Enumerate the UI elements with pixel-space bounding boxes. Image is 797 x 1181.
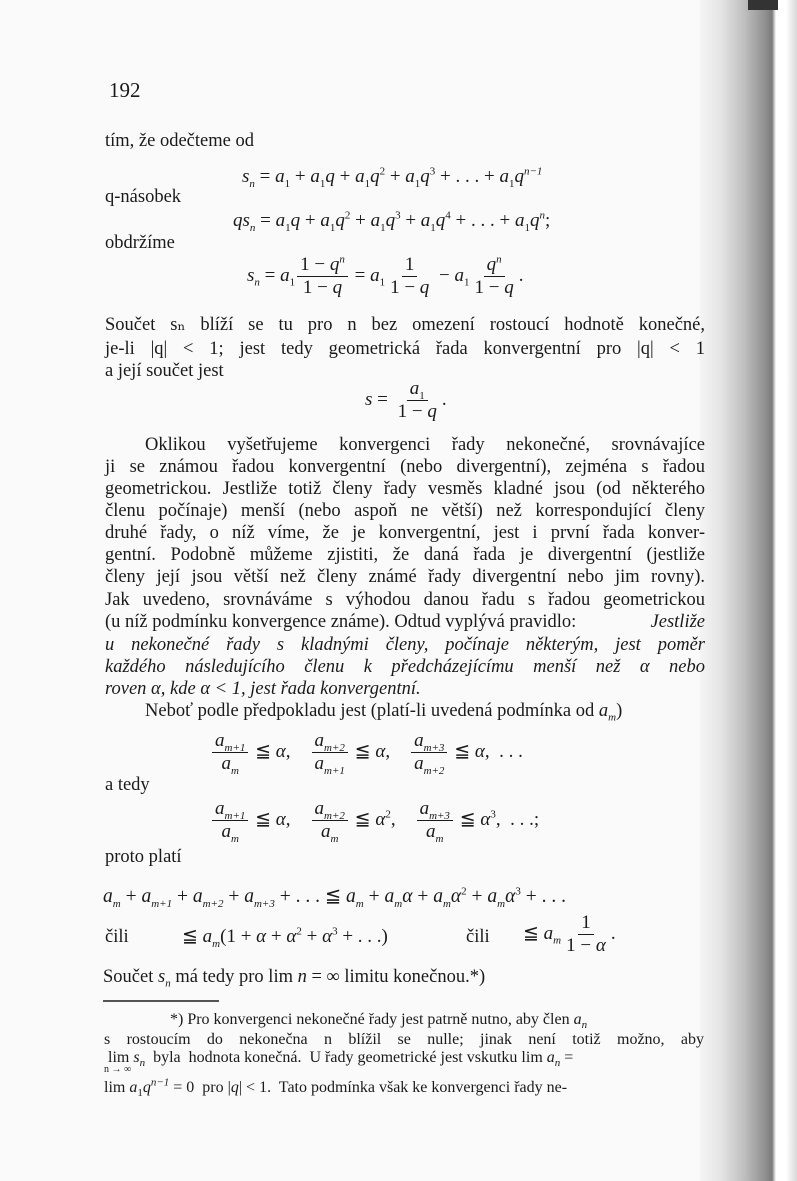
paragraph-line: Jak uvedeno, srovnáváme s výhodou danou řadu s řadou geometrickou [105,590,705,610]
paragraph-line: a její součet jest [105,361,224,381]
rule-italic-line: každého následujícího členu k předcházejícímu menší než α nebo [105,657,705,677]
paragraph-line: Oklikou vyšetřujeme konvergenci řady nekonečné, srovnávajíce [145,435,705,455]
footnote-separator [103,1000,219,1002]
equation-ratios-alpha: $\frac{a_{m+1}}{a_m}$ ≦ α, $\frac{a_{m+2}}{a_{m+1}}$ ≦ α, $\frac{a_{m+3}}{a_{m+2}}$ ≦ α, . . . [210,730,523,775]
page-number: 192 [109,78,141,102]
equation-s-sum: s = $\frac{a_1}{1 - q}$ . [365,378,447,422]
footnote-line: s rostoucím do nekonečna n blížil se nulle; jinak není totiž možno, aby [104,1031,704,1048]
paragraph-line: je-li |q| < 1; jest tedy geometrická řada konvergentní pro |q| < 1 [105,339,705,359]
equation-qsn: $qs_n = a_1q + a_1q^2 + a_1q^3 + a_1q^4$ + . . . + $a_1q^n$; [233,209,551,234]
text-line: tím, že odečteme od [105,131,254,151]
footnote-line: *) Pro konvergenci nekonečné řady jest patrně nutno, aby člen $a_n$ [170,1011,588,1032]
text-line: q-násobek [105,187,182,207]
footnote-line: $\lim a_1q^{n-1} = 0$ pro |q| < 1. Tato podmínka však ke konvergenci řady ne- [104,1076,568,1100]
text-line: proto platí [105,847,182,867]
paragraph-line: Součet $s_n$ má tedy pro lim n = ∞ limitu konečnou.*) [103,967,486,990]
equation-series-inequality: $a_m + a_{m+1} + a_{m+2} + a_{m+3}$ + . . . ≦ $a_m + a_m\alpha + a_m\alpha^2 + a_m\alpha^3$ + . . . [103,885,566,910]
paragraph-line: členu počínaje) menší (nebo aspoň ne větší) než korrespondující členy [105,501,705,521]
rule-italic-line: roven α, kde α < 1, jest řada konvergentní. [105,679,421,699]
paragraph-line: geometrickou. Jestliže totiž členy řady vesměs kladné jsou (od některého [105,479,705,499]
text-line: čili [105,927,129,947]
paragraph-line: Součet sₙ blíží se tu pro n bez omezení rostoucí hodnotě konečné, [105,315,705,335]
rule-italic-line: u nekonečné řady s kladnými členy, počínaje některým, jest poměr [105,635,705,655]
text-line: a tedy [105,775,150,795]
paragraph-line: (u níž podmínku konvergence známe). Odtud vyplývá pravidlo: Jestliže [105,612,705,632]
equation-geometric-bound: ≦ $a_m(1 + \alpha + \alpha^2 + \alpha^3$ + . . .) [182,925,388,950]
paragraph-line: gentní. Podobně můžeme zjistiti, že daná řada je divergentní (jestliže [105,545,705,565]
paragraph-line: členy její jsou větší než členy známé řady divergentní nebo jim rovny). [105,567,705,587]
equation-closed-bound: ≦ $a_m$ $\frac{1}{1 - \alpha}$ . [523,912,616,956]
paragraph-line: ji se známou řadou konvergentní (nebo divergentní), zejména s řadou [105,457,705,477]
text-line: obdržíme [105,233,175,253]
paragraph-line: Neboť podle předpokladu jest (platí-li uvedená podmínka od $a_m$) [145,701,623,724]
text-line: čili [466,927,490,947]
footnote-limit-subscript: n → ∞ [104,1064,132,1075]
equation-sn-closed-form: $s_n = a_1$ $\frac{1 - q^n}{1 - q}$ = $a_1$ $\frac{1}{1 - q}$ − $a_1$ $\frac{q^n}{1 - q}$ . [247,253,524,298]
paragraph-line: druhé řady, o níž víme, že je konvergentní, jest i první řada konver- [105,523,705,543]
footnote-line: $\lim s_n$ byla hodnota konečná. U řady geometrické jest vskutku $\lim a_n$ = [108,1049,574,1070]
equation-ratios-powers: $\frac{a_{m+1}}{a_m}$ ≦ α, $\frac{a_{m+2}}{a_m}$ ≦ $\alpha^2$, $\frac{a_{m+3}}{a_m}$ ≦ $\alpha^3$, . . .; [210,798,539,843]
equation-sn: $s_n = a_1 + a_1q + a_1q^2 + a_1q^3$ + . . . + $a_1q^{n-1}$ [242,165,543,190]
